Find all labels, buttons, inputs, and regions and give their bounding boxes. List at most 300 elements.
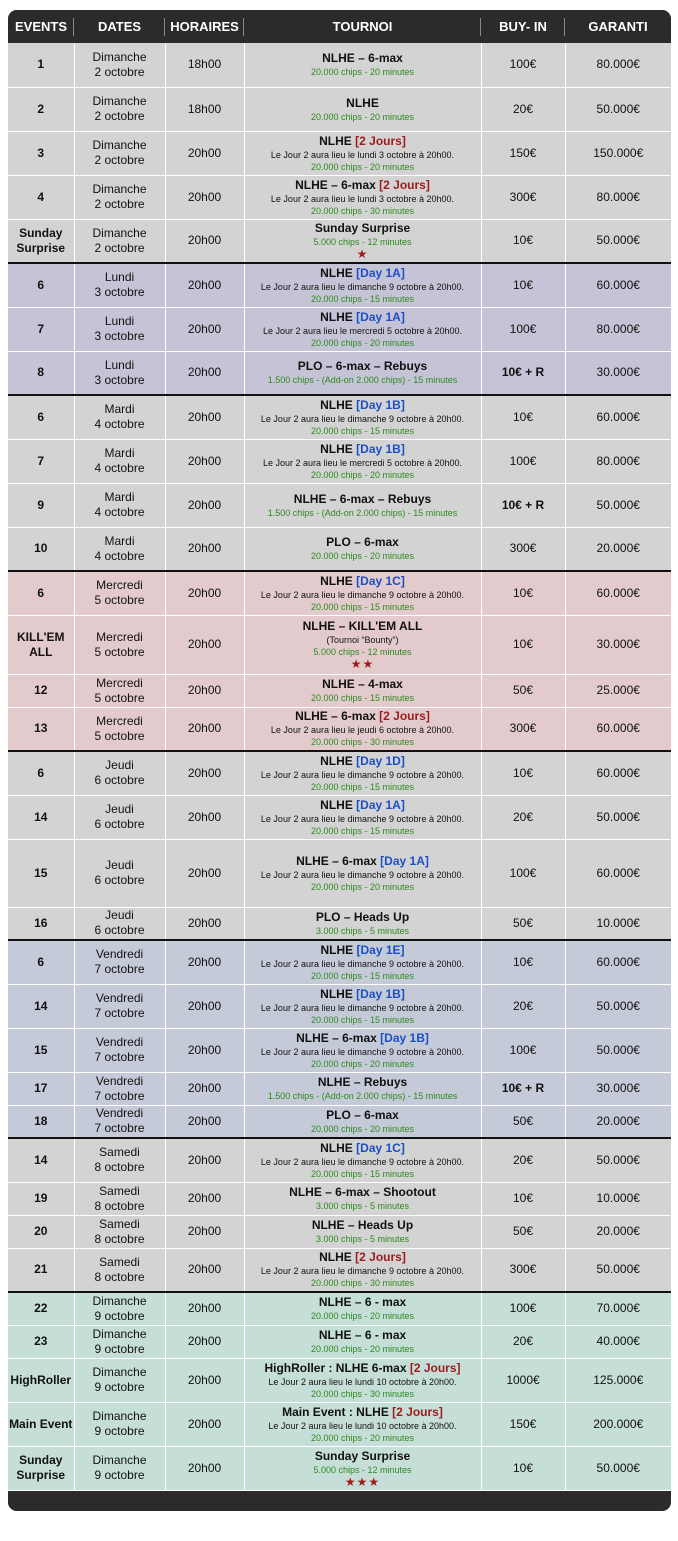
day-date: 8 octobre xyxy=(94,1160,145,1175)
date-cell xyxy=(74,43,165,87)
event-cell: 10 xyxy=(8,527,74,571)
tournament-chips: 20.000 chips - 15 minutes xyxy=(310,693,415,703)
tournament-cell xyxy=(244,131,481,175)
tournament-cell xyxy=(244,1138,481,1182)
buyin-cell: 50€ xyxy=(481,1215,565,1248)
tournament-cell xyxy=(244,1248,481,1292)
table-row xyxy=(8,263,671,307)
tournament-title: NLHE xyxy=(346,95,379,110)
garanti-cell: 50.000€ xyxy=(565,219,671,263)
event-cell: 16 xyxy=(8,907,74,940)
tournament-cell xyxy=(244,940,481,984)
time-cell: 20h00 xyxy=(165,1215,244,1248)
rating-stars-icon: ★★★ xyxy=(344,1474,381,1489)
garanti-cell: 50.000€ xyxy=(565,1446,671,1490)
tournament-cell xyxy=(244,615,481,674)
schedule-table-container xyxy=(8,10,671,1511)
tournament-note: Le Jour 2 aura lieu le dimanche 9 octobre à 20h00. xyxy=(260,1156,465,1167)
time-cell: 20h00 xyxy=(165,1248,244,1292)
garanti-cell: 50.000€ xyxy=(565,483,671,527)
day-name: Samedi xyxy=(99,1183,140,1198)
event-cell: 7 xyxy=(8,307,74,351)
buyin-cell: 100€ xyxy=(481,1028,565,1072)
tournament-cell xyxy=(244,527,481,571)
event-cell: 7 xyxy=(8,439,74,483)
tournament-note: Le Jour 2 aura lieu le mercredi 5 octobre à 20h00. xyxy=(262,325,463,336)
day-name: Samedi xyxy=(99,1254,140,1269)
tournament-tag: [Day 1D] xyxy=(356,753,405,768)
tournament-tag: [Day 1B] xyxy=(356,986,405,1001)
header-tournoi: TOURNOI xyxy=(244,10,481,43)
tournament-note: Le Jour 2 aura lieu le dimanche 9 octobre à 20h00. xyxy=(260,281,465,292)
tournament-cell xyxy=(244,674,481,707)
date-cell xyxy=(74,1402,165,1446)
tournament-title: Sunday Surprise xyxy=(314,1448,411,1463)
tournament-chips: 3.000 chips - 5 minutes xyxy=(315,1201,410,1211)
time-cell: 20h00 xyxy=(165,263,244,307)
tournament-note: Le Jour 2 aura lieu le mercredi 5 octobre à 20h00. xyxy=(262,457,463,468)
time-cell: 20h00 xyxy=(165,1072,244,1105)
table-row xyxy=(8,1325,671,1358)
day-name: Mercredi xyxy=(96,713,143,728)
time-cell: 20h00 xyxy=(165,1028,244,1072)
tournament-tag: [2 Jours] xyxy=(379,709,430,724)
time-cell: 20h00 xyxy=(165,707,244,751)
tournament-tag: [2 Jours] xyxy=(379,177,430,192)
tournament-chips: 5.000 chips - 12 minutes xyxy=(313,237,412,248)
garanti-cell: 50.000€ xyxy=(565,795,671,839)
date-cell xyxy=(74,1028,165,1072)
day-name: Vendredi xyxy=(95,991,144,1005)
day-date: 4 octobre xyxy=(94,461,145,475)
event-cell: 6 xyxy=(8,940,74,984)
tournament-cell xyxy=(244,751,481,795)
tournament-chips: 1.500 chips - (Add-on 2.000 chips) - 15 minutes xyxy=(267,375,458,386)
event-cell: 12 xyxy=(8,674,74,707)
tournament-title: NLHE – 6-max xyxy=(322,51,403,66)
event-cell: 6 xyxy=(8,395,74,439)
day-date: 6 octobre xyxy=(94,873,145,887)
tournament-chips: 20.000 chips - 20 minutes xyxy=(310,111,415,122)
tournament-cell xyxy=(244,87,481,131)
day-name: Vendredi xyxy=(95,947,144,962)
table-row xyxy=(8,940,671,984)
day-name: Mardi xyxy=(104,533,135,548)
date-cell xyxy=(74,263,165,307)
day-date: 5 octobre xyxy=(94,644,145,659)
tournament-title: NLHE [Day 1C] xyxy=(320,573,405,588)
date-cell xyxy=(74,1072,165,1105)
garanti-cell: 80.000€ xyxy=(565,439,671,483)
tournament-tag: [Day 1A] xyxy=(380,853,429,868)
garanti-cell: 50.000€ xyxy=(565,1138,671,1182)
garanti-cell: 30.000€ xyxy=(565,615,671,674)
event-cell: 2 xyxy=(8,87,74,131)
tournament-title: NLHE [Day 1B] xyxy=(320,441,405,456)
event-cell: 1 xyxy=(8,43,74,87)
tournament-note: Le Jour 2 aura lieu le lundi 3 octobre à 20h00. xyxy=(270,149,455,160)
tournament-chips: 20.000 chips - 15 minutes xyxy=(310,293,415,304)
header-garanti: GARANTI xyxy=(565,10,671,43)
tournament-note: Le Jour 2 aura lieu le dimanche 9 octobre à 20h00. xyxy=(260,869,465,880)
tournament-tag: [Day 1E] xyxy=(356,942,405,957)
tournament-chips: 20.000 chips - 15 minutes xyxy=(310,970,415,981)
day-name: Dimanche xyxy=(92,138,147,152)
date-cell xyxy=(74,984,165,1028)
date-cell xyxy=(74,1215,165,1248)
time-cell: 18h00 xyxy=(165,87,244,131)
tournament-chips: 20.000 chips - 30 minutes xyxy=(310,1388,415,1399)
date-cell xyxy=(74,219,165,263)
table-row xyxy=(8,1248,671,1292)
day-name: Dimanche xyxy=(92,1326,147,1341)
tournament-title: NLHE [Day 1C] xyxy=(320,1140,405,1155)
tournament-chips: 20.000 chips - 20 minutes xyxy=(310,1058,415,1069)
time-cell: 20h00 xyxy=(165,940,244,984)
header-horaires: HORAIRES xyxy=(165,10,244,43)
garanti-cell: 60.000€ xyxy=(565,707,671,751)
tournament-title: PLO – Heads Up xyxy=(315,909,410,924)
day-date: 8 octobre xyxy=(94,1231,145,1246)
day-name: Lundi xyxy=(104,314,135,328)
date-cell xyxy=(74,1105,165,1138)
time-cell: 20h00 xyxy=(165,351,244,395)
date-cell xyxy=(74,1446,165,1490)
buyin-cell: 100€ xyxy=(481,1292,565,1325)
table-row xyxy=(8,1358,671,1402)
buyin-cell: 10€ xyxy=(481,263,565,307)
day-name: Mercredi xyxy=(96,629,143,644)
time-cell: 20h00 xyxy=(165,527,244,571)
time-cell: 20h00 xyxy=(165,674,244,707)
date-cell xyxy=(74,940,165,984)
tournament-chips: 20.000 chips - 20 minutes xyxy=(310,337,415,348)
table-row xyxy=(8,1215,671,1248)
tournament-cell xyxy=(244,483,481,527)
garanti-cell: 60.000€ xyxy=(565,263,671,307)
tournament-chips: 20.000 chips - 15 minutes xyxy=(310,1014,415,1025)
time-cell: 20h00 xyxy=(165,1446,244,1490)
tournament-chips: 20.000 chips - 20 minutes xyxy=(310,881,415,892)
buyin-cell: 150€ xyxy=(481,1402,565,1446)
tournament-chips: 20.000 chips - 20 minutes xyxy=(310,1311,415,1322)
table-row xyxy=(8,131,671,175)
date-cell xyxy=(74,1182,165,1215)
date-cell xyxy=(74,571,165,615)
time-cell: 20h00 xyxy=(165,307,244,351)
buyin-cell: 10€ + R xyxy=(481,1072,565,1105)
header-dates: DATES xyxy=(74,10,165,43)
tournament-cell xyxy=(244,1358,481,1402)
tournament-title: NLHE – 6 - max xyxy=(318,1328,407,1342)
buyin-cell: 100€ xyxy=(481,839,565,907)
date-cell xyxy=(74,395,165,439)
buyin-cell: 10€ + R xyxy=(481,483,565,527)
day-date: 6 octobre xyxy=(94,817,145,831)
event-cell: 6 xyxy=(8,751,74,795)
table-row xyxy=(8,1182,671,1215)
garanti-cell: 20.000€ xyxy=(565,1215,671,1248)
buyin-cell: 100€ xyxy=(481,439,565,483)
tournament-cell xyxy=(244,263,481,307)
day-date: 2 octobre xyxy=(94,153,145,167)
tournament-title: PLO – 6-max xyxy=(326,1107,399,1122)
buyin-cell: 10€ xyxy=(481,751,565,795)
tournament-title: HighRoller : NLHE 6-max [2 Jours] xyxy=(264,1360,461,1375)
time-cell: 20h00 xyxy=(165,571,244,615)
table-row xyxy=(8,1105,671,1138)
tournament-chips: 20.000 chips - 15 minutes xyxy=(310,425,415,436)
event-cell: 23 xyxy=(8,1325,74,1358)
buyin-cell: 50€ xyxy=(481,907,565,940)
table-row xyxy=(8,571,671,615)
tournament-tag: [2 Jours] xyxy=(409,1360,461,1375)
day-date: 7 octobre xyxy=(94,1088,145,1103)
tournament-cell xyxy=(244,1215,481,1248)
time-cell: 20h00 xyxy=(165,1358,244,1402)
day-date: 2 octobre xyxy=(94,197,145,211)
event-cell: 15 xyxy=(8,839,74,907)
event-cell: Sunday Surprise xyxy=(8,219,74,263)
day-date: 9 octobre xyxy=(94,1424,145,1438)
tournament-title: Main Event : NLHE [2 Jours] xyxy=(282,1404,443,1419)
tournament-chips: 20.000 chips - 15 minutes xyxy=(310,825,415,836)
buyin-cell: 300€ xyxy=(481,175,565,219)
date-cell xyxy=(74,615,165,674)
table-row xyxy=(8,1292,671,1325)
table-row xyxy=(8,984,671,1028)
buyin-cell: 1000€ xyxy=(481,1358,565,1402)
day-date: 5 octobre xyxy=(94,593,145,608)
garanti-cell: 30.000€ xyxy=(565,351,671,395)
day-name: Jeudi xyxy=(105,802,134,816)
tournament-cell xyxy=(244,1028,481,1072)
day-name: Vendredi xyxy=(95,1106,144,1121)
buyin-cell: 20€ xyxy=(481,87,565,131)
tournament-chips: 3.000 chips - 5 minutes xyxy=(315,925,410,936)
tournament-cell xyxy=(244,907,481,940)
tournament-cell xyxy=(244,439,481,483)
tournament-title: NLHE [2 Jours] xyxy=(319,133,406,148)
tournament-tag: [Day 1A] xyxy=(356,797,405,812)
table-row xyxy=(8,527,671,571)
tournament-cell xyxy=(244,175,481,219)
tournament-tag: [2 Jours] xyxy=(355,133,406,148)
tournament-chips: 20.000 chips - 20 minutes xyxy=(310,469,415,480)
time-cell: 20h00 xyxy=(165,795,244,839)
tournament-note: Le Jour 2 aura lieu le lundi 10 octobre à 20h00. xyxy=(268,1420,457,1431)
header-events: EVENTS xyxy=(8,10,74,43)
day-date: 7 octobre xyxy=(94,1050,145,1064)
tournament-note: Le Jour 2 aura lieu le dimanche 9 octobre à 20h00. xyxy=(260,813,465,824)
buyin-cell: 20€ xyxy=(481,984,565,1028)
time-cell: 20h00 xyxy=(165,483,244,527)
day-name: Dimanche xyxy=(92,225,147,240)
day-name: Vendredi xyxy=(95,1035,144,1049)
event-cell: 13 xyxy=(8,707,74,751)
event-cell: 22 xyxy=(8,1292,74,1325)
garanti-cell: 40.000€ xyxy=(565,1325,671,1358)
tournament-chips: 20.000 chips - 15 minutes xyxy=(310,1168,415,1179)
tournament-chips: 20.000 chips - 30 minutes xyxy=(310,737,415,748)
tournament-note: Le Jour 2 aura lieu le dimanche 9 octobre à 20h00. xyxy=(260,589,465,600)
tournament-title: NLHE [Day 1B] xyxy=(320,397,405,412)
day-name: Dimanche xyxy=(92,94,147,108)
tournament-title: NLHE – 6-max – Shootout xyxy=(289,1185,436,1199)
table-row xyxy=(8,839,671,907)
day-date: 7 octobre xyxy=(94,1006,145,1020)
tournament-title: NLHE – Heads Up xyxy=(311,1218,414,1232)
garanti-cell: 50.000€ xyxy=(565,87,671,131)
date-cell xyxy=(74,439,165,483)
tournament-title: NLHE – 6 - max xyxy=(318,1295,407,1310)
tournament-chips: 20.000 chips - 20 minutes xyxy=(310,67,415,78)
date-cell xyxy=(74,1138,165,1182)
tournament-chips: 20.000 chips - 20 minutes xyxy=(310,1432,415,1443)
table-row xyxy=(8,483,671,527)
event-cell: 14 xyxy=(8,984,74,1028)
tournament-chips: 20.000 chips - 30 minutes xyxy=(310,205,415,216)
event-cell: 20 xyxy=(8,1215,74,1248)
garanti-cell: 20.000€ xyxy=(565,1105,671,1138)
table-row xyxy=(8,87,671,131)
time-cell: 18h00 xyxy=(165,43,244,87)
tournament-cell xyxy=(244,1292,481,1325)
table-row xyxy=(8,175,671,219)
day-name: Lundi xyxy=(104,270,135,285)
event-cell: 6 xyxy=(8,263,74,307)
buyin-cell: 10€ xyxy=(481,940,565,984)
tournament-tag: [Day 1B] xyxy=(356,397,405,412)
tournament-cell xyxy=(244,219,481,263)
day-date: 4 octobre xyxy=(94,417,145,432)
event-cell: Sunday Surprise xyxy=(8,1446,74,1490)
date-cell xyxy=(74,527,165,571)
time-cell: 20h00 xyxy=(165,1138,244,1182)
table-row xyxy=(8,307,671,351)
event-cell: 15 xyxy=(8,1028,74,1072)
garanti-cell: 60.000€ xyxy=(565,839,671,907)
buyin-cell: 300€ xyxy=(481,707,565,751)
date-cell xyxy=(74,707,165,751)
tournament-title: NLHE [Day 1D] xyxy=(320,753,405,768)
rating-stars-icon: ★★ xyxy=(350,657,375,671)
garanti-cell: 70.000€ xyxy=(565,1292,671,1325)
day-name: Mardi xyxy=(104,402,135,417)
day-name: Mercredi xyxy=(96,675,143,690)
day-name: Dimanche xyxy=(92,1453,147,1467)
date-cell xyxy=(74,795,165,839)
tournament-title: NLHE [Day 1E] xyxy=(320,942,405,957)
tournament-cell xyxy=(244,351,481,395)
tournament-chips: 5.000 chips - 12 minutes xyxy=(313,647,412,657)
day-date: 4 octobre xyxy=(94,548,145,563)
day-name: Mardi xyxy=(104,490,135,504)
tournament-note: Le Jour 2 aura lieu le dimanche 9 octobre à 20h00. xyxy=(260,958,465,969)
table-row xyxy=(8,907,671,940)
tournament-chips: 20.000 chips - 20 minutes xyxy=(310,1344,415,1354)
buyin-cell: 10€ xyxy=(481,615,565,674)
time-cell: 20h00 xyxy=(165,395,244,439)
day-date: 8 octobre xyxy=(94,1269,145,1284)
garanti-cell: 50.000€ xyxy=(565,1028,671,1072)
buyin-cell: 20€ xyxy=(481,795,565,839)
buyin-cell: 50€ xyxy=(481,1105,565,1138)
buyin-cell: 20€ xyxy=(481,1325,565,1358)
tournament-title: Sunday Surprise xyxy=(314,221,411,236)
event-cell: KILL'EM ALL xyxy=(8,615,74,674)
day-name: Dimanche xyxy=(92,1293,147,1308)
day-date: 9 octobre xyxy=(94,1308,145,1323)
tournament-chips: 20.000 chips - 20 minutes xyxy=(310,1123,415,1134)
garanti-cell: 20.000€ xyxy=(565,527,671,571)
tournament-title: NLHE – Rebuys xyxy=(317,1075,408,1089)
buyin-cell: 150€ xyxy=(481,131,565,175)
buyin-cell: 300€ xyxy=(481,527,565,571)
day-date: 6 octobre xyxy=(94,923,145,938)
event-cell: 17 xyxy=(8,1072,74,1105)
tournament-title: NLHE [Day 1A] xyxy=(320,797,405,812)
table-row xyxy=(8,707,671,751)
buyin-cell: 10€ xyxy=(481,219,565,263)
day-date: 7 octobre xyxy=(94,962,145,977)
tournament-cell xyxy=(244,795,481,839)
tournament-chips: 1.500 chips - (Add-on 2.000 chips) - 15 minutes xyxy=(267,507,458,518)
tournament-cell xyxy=(244,707,481,751)
tournament-chips: 20.000 chips - 20 minutes xyxy=(310,551,415,562)
event-cell: 4 xyxy=(8,175,74,219)
tournament-title: NLHE [Day 1A] xyxy=(320,265,405,280)
event-cell: 8 xyxy=(8,351,74,395)
event-cell: 14 xyxy=(8,1138,74,1182)
buyin-cell: 300€ xyxy=(481,1248,565,1292)
day-name: Jeudi xyxy=(105,858,134,872)
table-row xyxy=(8,615,671,674)
date-cell xyxy=(74,483,165,527)
tournament-note: Le Jour 2 aura lieu le lundi 10 octobre à 20h00. xyxy=(268,1376,457,1387)
tournament-cell xyxy=(244,43,481,87)
tournament-cell xyxy=(244,984,481,1028)
day-name: Mercredi xyxy=(96,578,143,593)
event-cell: 14 xyxy=(8,795,74,839)
tournament-chips: 1.500 chips - (Add-on 2.000 chips) - 15 minutes xyxy=(267,1091,458,1101)
date-cell xyxy=(74,1325,165,1358)
tournament-note: Le Jour 2 aura lieu le jeudi 6 octobre à 20h00. xyxy=(270,725,455,736)
table-footer xyxy=(8,1491,671,1511)
buyin-cell: 100€ xyxy=(481,43,565,87)
garanti-cell: 150.000€ xyxy=(565,131,671,175)
buyin-cell: 10€ xyxy=(481,571,565,615)
date-cell xyxy=(74,907,165,940)
time-cell: 20h00 xyxy=(165,907,244,940)
date-cell xyxy=(74,1292,165,1325)
day-date: 4 octobre xyxy=(94,505,145,519)
day-name: Dimanche xyxy=(92,1409,147,1423)
time-cell: 20h00 xyxy=(165,1292,244,1325)
day-date: 6 octobre xyxy=(94,773,145,788)
tournament-note: Le Jour 2 aura lieu le dimanche 9 octobre à 20h00. xyxy=(260,413,465,424)
date-cell xyxy=(74,131,165,175)
time-cell: 20h00 xyxy=(165,751,244,795)
time-cell: 20h00 xyxy=(165,1325,244,1358)
garanti-cell: 125.000€ xyxy=(565,1358,671,1402)
table-row xyxy=(8,1028,671,1072)
tournament-chips: 20.000 chips - 30 minutes xyxy=(310,1278,415,1289)
tournament-note: Le Jour 2 aura lieu le dimanche 9 octobre à 20h00. xyxy=(260,1266,465,1277)
buyin-cell: 50€ xyxy=(481,674,565,707)
day-date: 5 octobre xyxy=(94,728,145,743)
day-name: Jeudi xyxy=(105,908,134,923)
